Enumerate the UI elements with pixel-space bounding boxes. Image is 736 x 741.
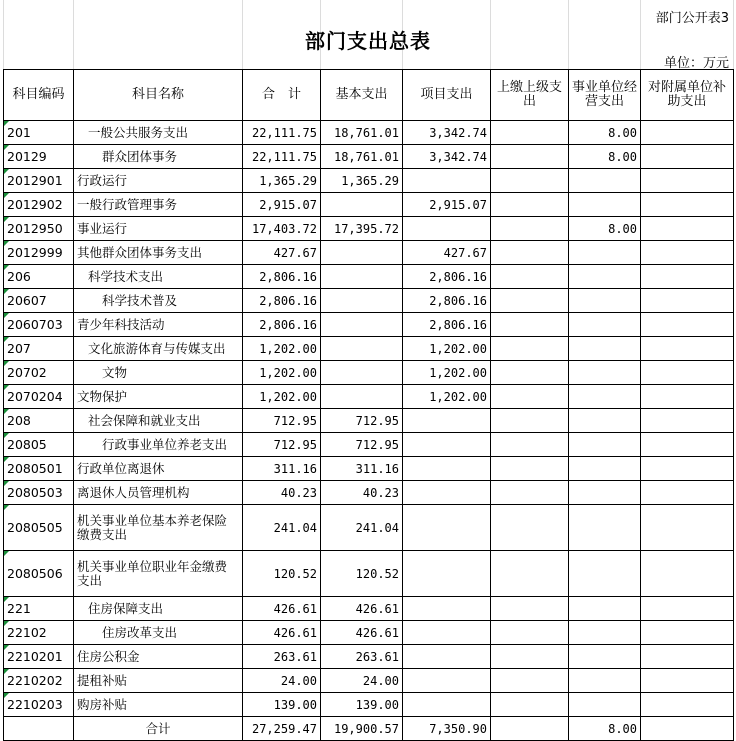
total-cell[interactable]: 120.52 — [243, 551, 321, 597]
total-cell[interactable]: 427.67 — [243, 241, 321, 265]
business-cell[interactable] — [569, 457, 641, 481]
col-header-basic[interactable]: 基本支出 — [321, 70, 403, 121]
table-row — [4, 669, 734, 693]
code-cell[interactable]: 2012999 — [4, 241, 74, 265]
business-cell[interactable] — [569, 337, 641, 361]
upper-cell[interactable] — [491, 693, 569, 717]
table-row — [4, 193, 734, 217]
basic-cell[interactable]: 120.52 — [321, 551, 403, 597]
project-cell[interactable] — [403, 693, 491, 717]
business-cell[interactable] — [569, 693, 641, 717]
basic-cell[interactable]: 40.23 — [321, 481, 403, 505]
page-title: 部门支出总表 — [305, 29, 431, 53]
business-cell[interactable] — [569, 361, 641, 385]
subsidy-cell[interactable] — [641, 313, 734, 337]
total-upper-cell[interactable] — [491, 717, 569, 741]
project-cell[interactable] — [403, 621, 491, 645]
upper-cell[interactable] — [491, 145, 569, 169]
project-cell[interactable] — [403, 597, 491, 621]
table-row — [4, 481, 734, 505]
subsidy-cell[interactable] — [641, 621, 734, 645]
name-cell[interactable]: 提租补贴 — [74, 669, 243, 693]
upper-cell[interactable] — [491, 597, 569, 621]
table-row — [4, 289, 734, 313]
basic-cell[interactable] — [321, 385, 403, 409]
header-row — [4, 70, 734, 121]
table-row — [4, 551, 734, 597]
subsidy-cell[interactable] — [641, 289, 734, 313]
table-row — [4, 385, 734, 409]
code-cell[interactable]: 2080505 — [4, 505, 74, 551]
total-cell[interactable]: 1,202.00 — [243, 337, 321, 361]
total-cell[interactable]: 17,403.72 — [243, 217, 321, 241]
total-cell[interactable]: 2,915.07 — [243, 193, 321, 217]
upper-cell[interactable] — [491, 313, 569, 337]
name-cell[interactable]: 文物 — [74, 361, 243, 385]
upper-cell[interactable] — [491, 409, 569, 433]
name-cell[interactable]: 社会保障和就业支出 — [74, 409, 243, 433]
basic-cell[interactable]: 241.04 — [321, 505, 403, 551]
subsidy-cell[interactable] — [641, 457, 734, 481]
subsidy-cell[interactable] — [641, 409, 734, 433]
project-cell[interactable]: 427.67 — [403, 241, 491, 265]
basic-cell[interactable]: 263.61 — [321, 645, 403, 669]
business-cell[interactable] — [569, 409, 641, 433]
business-cell[interactable] — [569, 669, 641, 693]
name-cell[interactable]: 行政事业单位养老支出 — [74, 433, 243, 457]
project-cell[interactable]: 2,915.07 — [403, 193, 491, 217]
total-cell[interactable]: 712.95 — [243, 409, 321, 433]
table-row — [4, 241, 734, 265]
total-cell[interactable]: 712.95 — [243, 433, 321, 457]
total-row — [4, 717, 734, 741]
name-cell[interactable]: 一般公共服务支出 — [74, 121, 243, 145]
project-cell[interactable] — [403, 457, 491, 481]
col-header-business[interactable]: 事业单位经营支出 — [569, 70, 641, 121]
upper-cell[interactable] — [491, 265, 569, 289]
business-cell[interactable] — [569, 289, 641, 313]
subsidy-cell[interactable] — [641, 505, 734, 551]
total-business-cell[interactable]: 8.00 — [569, 717, 641, 741]
name-cell[interactable]: 事业运行 — [74, 217, 243, 241]
col-header-name[interactable]: 科目名称 — [74, 70, 243, 121]
name-cell[interactable]: 机关事业单位职业年金缴费支出 — [74, 551, 243, 597]
table-row — [4, 693, 734, 717]
name-cell[interactable]: 科学技术支出 — [74, 265, 243, 289]
name-cell[interactable]: 购房补贴 — [74, 693, 243, 717]
subsidy-cell[interactable] — [641, 169, 734, 193]
code-cell[interactable]: 2060703 — [4, 313, 74, 337]
project-cell[interactable]: 1,202.00 — [403, 385, 491, 409]
upper-cell[interactable] — [491, 457, 569, 481]
total-cell[interactable]: 2,806.16 — [243, 265, 321, 289]
subsidy-cell[interactable] — [641, 693, 734, 717]
project-cell[interactable] — [403, 481, 491, 505]
business-cell[interactable] — [569, 597, 641, 621]
basic-cell[interactable] — [321, 193, 403, 217]
upper-cell[interactable] — [491, 337, 569, 361]
subsidy-cell[interactable] — [641, 669, 734, 693]
code-cell[interactable]: 22102 — [4, 621, 74, 645]
basic-cell[interactable]: 139.00 — [321, 693, 403, 717]
upper-cell[interactable] — [491, 481, 569, 505]
total-label[interactable]: 合计 — [74, 717, 243, 741]
upper-cell[interactable] — [491, 217, 569, 241]
col-header-code[interactable]: 科目编码 — [4, 70, 74, 121]
business-cell[interactable]: 8.00 — [569, 145, 641, 169]
table-row — [4, 457, 734, 481]
table-row — [4, 337, 734, 361]
code-cell[interactable]: 221 — [4, 597, 74, 621]
basic-cell[interactable]: 426.61 — [321, 621, 403, 645]
business-cell[interactable] — [569, 265, 641, 289]
project-cell[interactable] — [403, 505, 491, 551]
business-cell[interactable] — [569, 193, 641, 217]
unit-label: 单位：万元 — [663, 56, 729, 71]
project-cell[interactable]: 2,806.16 — [403, 313, 491, 337]
project-cell[interactable]: 3,342.74 — [403, 145, 491, 169]
table-row — [4, 409, 734, 433]
code-cell[interactable]: 20805 — [4, 433, 74, 457]
name-cell[interactable]: 科学技术普及 — [74, 289, 243, 313]
table-row — [4, 265, 734, 289]
upper-cell[interactable] — [491, 621, 569, 645]
total-cell[interactable]: 426.61 — [243, 621, 321, 645]
col-header-total[interactable]: 合 计 — [243, 70, 321, 121]
business-cell[interactable] — [569, 313, 641, 337]
subsidy-cell[interactable] — [641, 481, 734, 505]
basic-cell[interactable]: 311.16 — [321, 457, 403, 481]
upper-cell[interactable] — [491, 289, 569, 313]
table-row — [4, 169, 734, 193]
upper-cell[interactable] — [491, 361, 569, 385]
code-cell[interactable]: 208 — [4, 409, 74, 433]
project-cell[interactable] — [403, 645, 491, 669]
total-cell[interactable]: 1,202.00 — [243, 361, 321, 385]
total-cell[interactable]: 311.16 — [243, 457, 321, 481]
name-cell[interactable]: 离退休人员管理机构 — [74, 481, 243, 505]
code-cell[interactable]: 2012902 — [4, 193, 74, 217]
project-cell[interactable] — [403, 217, 491, 241]
project-cell[interactable] — [403, 169, 491, 193]
total-code-cell[interactable] — [4, 717, 74, 741]
table-row — [4, 145, 734, 169]
code-cell[interactable]: 20702 — [4, 361, 74, 385]
code-cell[interactable]: 2080503 — [4, 481, 74, 505]
name-cell[interactable]: 行政运行 — [74, 169, 243, 193]
name-cell[interactable]: 群众团体事务 — [74, 145, 243, 169]
subsidy-cell[interactable] — [641, 121, 734, 145]
code-cell[interactable]: 2070204 — [4, 385, 74, 409]
subsidy-cell[interactable] — [641, 265, 734, 289]
basic-cell[interactable] — [321, 241, 403, 265]
col-header-upper[interactable]: 上缴上级支出 — [491, 70, 569, 121]
table-row — [4, 217, 734, 241]
code-cell[interactable]: 2080501 — [4, 457, 74, 481]
basic-cell[interactable]: 17,395.72 — [321, 217, 403, 241]
basic-cell[interactable]: 1,365.29 — [321, 169, 403, 193]
code-cell[interactable]: 20129 — [4, 145, 74, 169]
total-cell[interactable]: 139.00 — [243, 693, 321, 717]
name-cell[interactable]: 住房改革支出 — [74, 621, 243, 645]
business-cell[interactable] — [569, 621, 641, 645]
name-cell[interactable]: 其他群众团体事务支出 — [74, 241, 243, 265]
total-cell[interactable]: 1,202.00 — [243, 385, 321, 409]
code-cell[interactable]: 2012901 — [4, 169, 74, 193]
basic-cell[interactable]: 712.95 — [321, 433, 403, 457]
business-cell[interactable] — [569, 433, 641, 457]
expenditure-table — [3, 69, 734, 741]
upper-cell[interactable] — [491, 433, 569, 457]
table-row — [4, 433, 734, 457]
project-cell[interactable] — [403, 433, 491, 457]
total-cell[interactable]: 1,365.29 — [243, 169, 321, 193]
table-row — [4, 121, 734, 145]
total-basic-cell[interactable]: 19,900.57 — [321, 717, 403, 741]
business-cell[interactable] — [569, 385, 641, 409]
name-cell[interactable]: 住房公积金 — [74, 645, 243, 669]
code-cell[interactable]: 206 — [4, 265, 74, 289]
total-subsidy-cell[interactable] — [641, 717, 734, 741]
project-cell[interactable]: 1,202.00 — [403, 337, 491, 361]
project-cell[interactable] — [403, 669, 491, 693]
name-cell[interactable]: 机关事业单位基本养老保险缴费支出 — [74, 505, 243, 551]
total-total-cell[interactable]: 27,259.47 — [243, 717, 321, 741]
business-cell[interactable] — [569, 551, 641, 597]
code-cell[interactable]: 2210203 — [4, 693, 74, 717]
upper-cell[interactable] — [491, 385, 569, 409]
code-cell[interactable]: 201 — [4, 121, 74, 145]
total-cell[interactable]: 24.00 — [243, 669, 321, 693]
code-cell[interactable]: 2080506 — [4, 551, 74, 597]
total-cell[interactable]: 263.61 — [243, 645, 321, 669]
basic-cell[interactable] — [321, 265, 403, 289]
upper-cell[interactable] — [491, 169, 569, 193]
form-number: 部门公开表3 — [655, 11, 729, 26]
subsidy-cell[interactable] — [641, 551, 734, 597]
subsidy-cell[interactable] — [641, 361, 734, 385]
basic-cell[interactable]: 18,761.01 — [321, 121, 403, 145]
business-cell[interactable]: 8.00 — [569, 217, 641, 241]
subsidy-cell[interactable] — [641, 145, 734, 169]
project-cell[interactable] — [403, 409, 491, 433]
business-cell[interactable] — [569, 169, 641, 193]
total-cell[interactable]: 22,111.75 — [243, 145, 321, 169]
project-cell[interactable]: 3,342.74 — [403, 121, 491, 145]
table-row — [4, 597, 734, 621]
code-cell[interactable]: 2012950 — [4, 217, 74, 241]
basic-cell[interactable] — [321, 361, 403, 385]
total-cell[interactable]: 22,111.75 — [243, 121, 321, 145]
basic-cell[interactable]: 24.00 — [321, 669, 403, 693]
subsidy-cell[interactable] — [641, 337, 734, 361]
subsidy-cell[interactable] — [641, 217, 734, 241]
col-header-subsidy[interactable]: 对附属单位补助支出 — [641, 70, 734, 121]
subsidy-cell[interactable] — [641, 433, 734, 457]
business-cell[interactable]: 8.00 — [569, 121, 641, 145]
upper-cell[interactable] — [491, 645, 569, 669]
upper-cell[interactable] — [491, 669, 569, 693]
name-cell[interactable]: 文化旅游体育与传媒支出 — [74, 337, 243, 361]
basic-cell[interactable] — [321, 313, 403, 337]
basic-cell[interactable]: 712.95 — [321, 409, 403, 433]
business-cell[interactable] — [569, 505, 641, 551]
basic-cell[interactable]: 426.61 — [321, 597, 403, 621]
upper-cell[interactable] — [491, 121, 569, 145]
total-cell[interactable]: 40.23 — [243, 481, 321, 505]
basic-cell[interactable] — [321, 337, 403, 361]
basic-cell[interactable] — [321, 289, 403, 313]
business-cell[interactable] — [569, 645, 641, 669]
project-cell[interactable]: 1,202.00 — [403, 361, 491, 385]
table-row — [4, 505, 734, 551]
name-cell[interactable]: 文物保护 — [74, 385, 243, 409]
project-cell[interactable]: 2,806.16 — [403, 289, 491, 313]
name-cell[interactable]: 青少年科技活动 — [74, 313, 243, 337]
code-cell[interactable]: 207 — [4, 337, 74, 361]
total-cell[interactable]: 426.61 — [243, 597, 321, 621]
total-project-cell[interactable]: 7,350.90 — [403, 717, 491, 741]
project-cell[interactable]: 2,806.16 — [403, 265, 491, 289]
total-cell[interactable]: 2,806.16 — [243, 313, 321, 337]
name-cell[interactable]: 一般行政管理事务 — [74, 193, 243, 217]
code-cell[interactable]: 2210202 — [4, 669, 74, 693]
name-cell[interactable]: 行政单位离退休 — [74, 457, 243, 481]
table-row — [4, 361, 734, 385]
subsidy-cell[interactable] — [641, 193, 734, 217]
code-cell[interactable]: 20607 — [4, 289, 74, 313]
subsidy-cell[interactable] — [641, 385, 734, 409]
business-cell[interactable] — [569, 481, 641, 505]
table-row — [4, 313, 734, 337]
total-cell[interactable]: 2,806.16 — [243, 289, 321, 313]
code-cell[interactable]: 2210201 — [4, 645, 74, 669]
name-cell[interactable]: 住房保障支出 — [74, 597, 243, 621]
subsidy-cell[interactable] — [641, 241, 734, 265]
table-row — [4, 645, 734, 669]
subsidy-cell[interactable] — [641, 645, 734, 669]
col-header-project[interactable]: 项目支出 — [403, 70, 491, 121]
upper-cell[interactable] — [491, 241, 569, 265]
upper-cell[interactable] — [491, 505, 569, 551]
upper-cell[interactable] — [491, 551, 569, 597]
upper-cell[interactable] — [491, 193, 569, 217]
table-row — [4, 621, 734, 645]
total-cell[interactable]: 241.04 — [243, 505, 321, 551]
business-cell[interactable] — [569, 241, 641, 265]
subsidy-cell[interactable] — [641, 597, 734, 621]
basic-cell[interactable]: 18,761.01 — [321, 145, 403, 169]
project-cell[interactable] — [403, 551, 491, 597]
